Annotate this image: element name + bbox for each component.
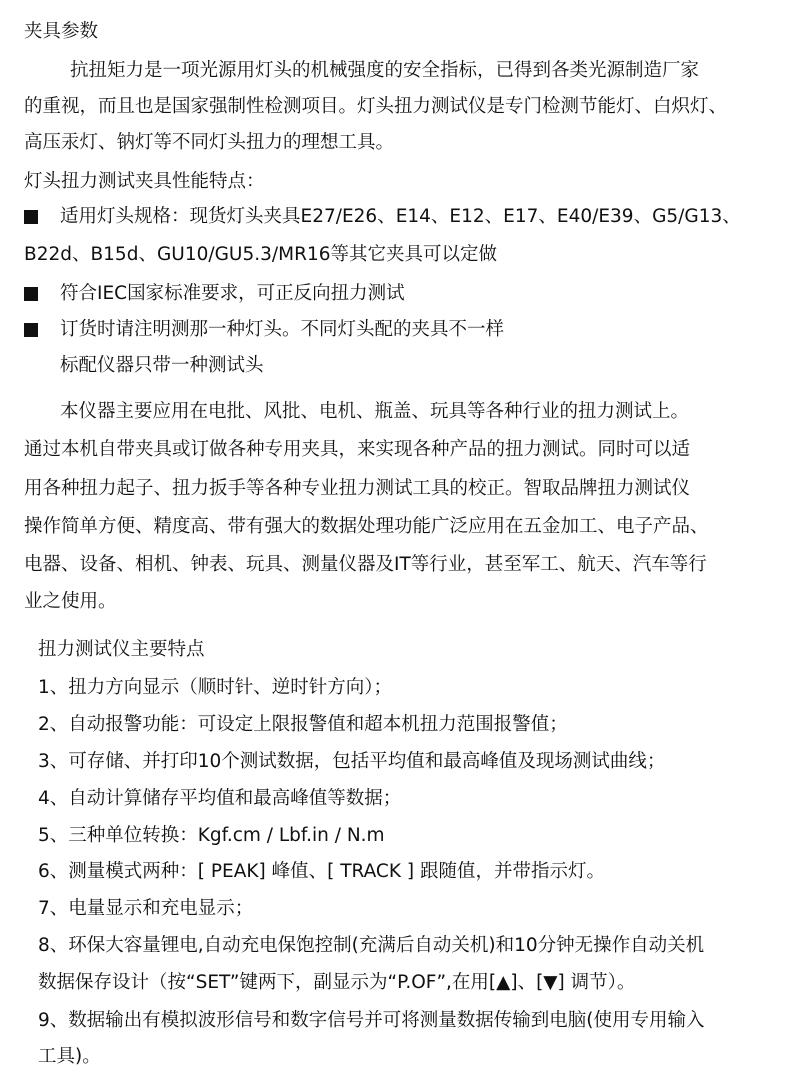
feature-item: 6、测量模式两种：[ PEAK] 峰值、[ TRACK ] 跟随值，并带指示灯。 [38, 861, 605, 882]
feature-item: 4、自动计算储存平均值和最高峰值等数据； [38, 788, 402, 809]
feature-item: 5、三种单位转换：Kgf.cm / Lbf.in / N.m [38, 825, 385, 846]
bullet-square-icon [24, 323, 38, 337]
feature-item: 数据保存设计（按“SET”键两下，副显示为“P.OF”,在用[▲]、[▼] 调节）。 [38, 972, 636, 993]
feature-item: 1、扭力方向显示（顺时针、逆时针方向）； [38, 677, 393, 698]
intro-line: 高压汞灯、钠灯等不同灯头扭力的理想工具。 [24, 132, 395, 153]
feature-item: 工具)。 [38, 1046, 101, 1067]
features-title: 扭力测试仪主要特点 [38, 639, 205, 660]
bullet-square-icon [24, 287, 38, 301]
feature-item: 7、电量显示和充电显示； [38, 898, 254, 919]
bullet-text: 订货时请注明测那一种灯头。不同灯头配的夹具不一样 [60, 319, 505, 340]
fixture-features-title: 灯头扭力测试夹具性能特点： [24, 171, 265, 192]
application-line: 用各种扭力起子、扭力扳手等各种专业扭力测试工具的校正。智取品牌扭力测试仪 [24, 478, 691, 499]
bullet-text: 标配仪器只带一种测试头 [60, 355, 264, 376]
bullet-text: B22d、B15d、GU10/GU5.3/MR16等其它夹具可以定做 [24, 244, 497, 265]
feature-item: 2、自动报警功能：可设定上限报警值和超本机扭力范围报警值； [38, 714, 568, 735]
application-line: 电器、设备、相机、钟表、玩具、测量仪器及IT等行业，甚至军工、航天、汽车等行 [24, 554, 707, 575]
feature-item: 3、可存储、并打印10个测试数据，包括平均值和最高峰值及现场测试曲线； [38, 751, 666, 772]
feature-item: 8、环保大容量锂电,自动充电保饱控制(充满后自动关机)和10分钟无操作自动关机 [38, 935, 705, 956]
intro-line: 的重视，而且也是国家强制性检测项目。灯头扭力测试仪是专门检测节能灯、白炽灯、 [24, 96, 728, 117]
bullet-text: 符合IEC国家标准要求，可正反向扭力测试 [60, 283, 405, 304]
bullet-square-icon [24, 210, 38, 224]
application-line: 业之使用。 [24, 591, 117, 612]
feature-item: 9、数据输出有模拟波形信号和数字信号并可将测量数据传输到电脑(使用专用输入 [38, 1010, 705, 1031]
intro-line: 抗扭矩力是一项光源用灯头的机械强度的安全指标，已得到各类光源制造厂家 [70, 60, 700, 81]
bullet-text: 适用灯头规格：现货灯头夹具E27/E26、E14、E12、E17、E40/E39、G5/G13、 [60, 206, 741, 227]
section-heading: 夹具参数 [24, 21, 99, 42]
application-line: 通过本机自带夹具或订做各种专用夹具，来实现各种产品的扭力测试。同时可以适 [24, 439, 691, 460]
application-line: 操作简单方便、精度高、带有强大的数据处理功能广泛应用在五金加工、电子产品、 [24, 516, 709, 537]
application-line: 本仪器主要应用在电批、风批、电机、瓶盖、玩具等各种行业的扭力测试上。 [60, 401, 690, 422]
